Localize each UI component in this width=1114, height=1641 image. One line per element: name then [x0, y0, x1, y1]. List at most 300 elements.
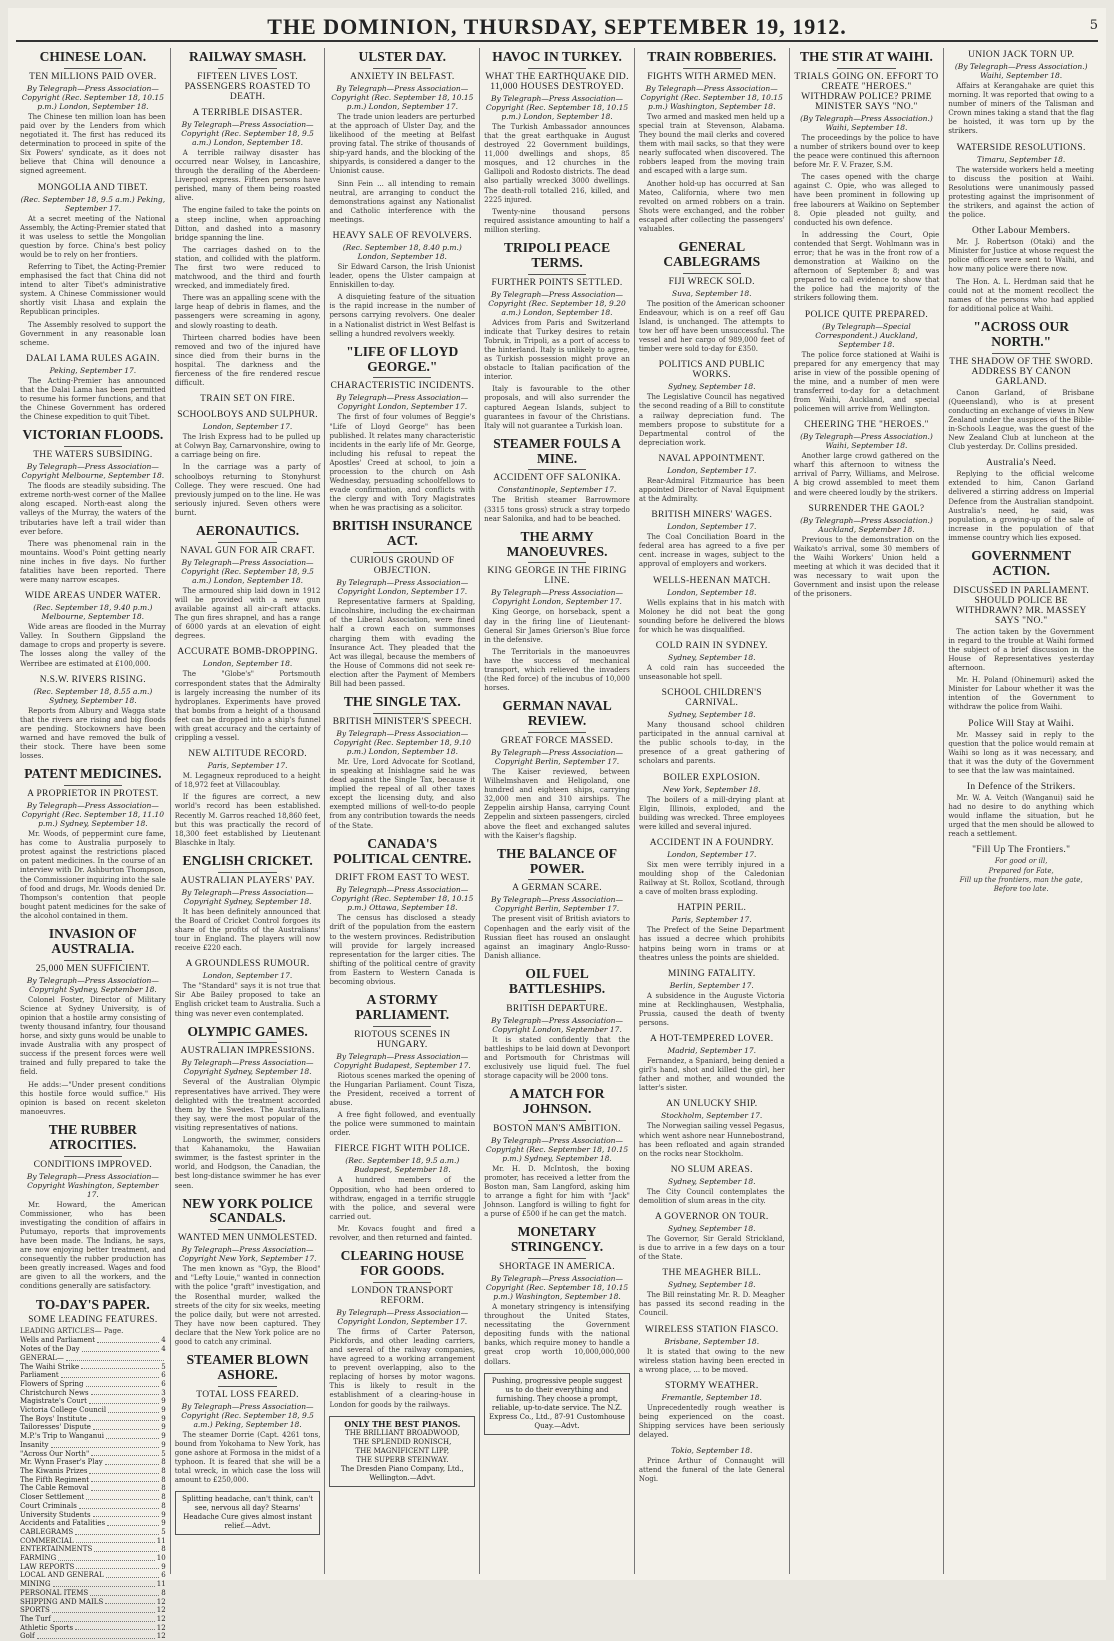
- subheadline: A GOVERNOR ON TOUR.: [639, 1212, 785, 1222]
- article-body: [794, 134, 940, 304]
- dateline: By Telegraph—Press Association—Copyright (Rec. September 18, 9.5 a.m.) Peking, September 18.: [175, 1402, 321, 1429]
- dateline: Sydney, September 18.: [639, 1224, 785, 1233]
- paragraph: The Bill reinstating Mr. R. D. Meagher has passed its second reading in the Council.: [639, 1291, 785, 1318]
- article-body: [484, 1165, 630, 1220]
- subheadline: FIJI WRECK SOLD.: [639, 277, 785, 287]
- contents-item-label: Accidents and Fatalities: [20, 1519, 105, 1528]
- dateline: By Telegraph—Press Association—Copyright (Rec. September 18, 10.15 p.m.) London, September 18.: [484, 94, 630, 121]
- subheadline: In Defence of the Strikers.: [948, 782, 1094, 792]
- subheadline: FIFTEEN LIVES LOST. PASSENGERS ROASTED TO DEATH.: [175, 72, 321, 102]
- contents-item: [20, 1554, 166, 1563]
- article: [20, 50, 166, 177]
- article-body: [639, 861, 785, 897]
- paragraph: The proceedings by the police to have a number of strikers bound over to keep the peace were continued this afternoon before Mr. F. V. Frazer, S.M.: [794, 134, 940, 170]
- contents-item: [20, 1336, 166, 1345]
- article: [484, 847, 630, 961]
- contents-item-label: ENTERTAINMENTS: [20, 1545, 92, 1554]
- dateline: (Rec. September 18, 9.5 a.m.) Peking, September 17.: [20, 195, 166, 213]
- paragraph: Prince Arthur of Connaught will attend the funeral of the late General Nogi.: [639, 1457, 785, 1484]
- poem-line: Before too late.: [948, 885, 1094, 894]
- article: [639, 969, 785, 1028]
- subheadline: BRITISH DEPARTURE.: [484, 1004, 630, 1014]
- article-body: [639, 992, 785, 1028]
- subheadline: FURTHER POINTS SETTLED.: [484, 278, 630, 288]
- paragraph: Italy is favourable to the other proposals, and will also surrender the captured Aegean Islands, subject to guarantees in favour of the Christians. Italy will not guarantee a Turkish loan.: [484, 385, 630, 430]
- dateline: By Telegraph—Press Association—Copyright London, September 17.: [329, 1308, 475, 1326]
- headline: OIL FUEL BATTLESHIPS.: [484, 967, 630, 997]
- dateline: Stockholm, September 17.: [639, 1111, 785, 1120]
- article: [329, 1144, 475, 1243]
- contents-item: [20, 1371, 166, 1380]
- contents-item-label: LAW REPORTS: [20, 1563, 74, 1572]
- headline: ULSTER DAY.: [329, 50, 475, 65]
- dateline: (By Telegraph—Press Association.) Waihi, September 18.: [794, 114, 940, 132]
- dateline: By Telegraph—Press Association—Copyright Sydney, September 18.: [175, 888, 321, 906]
- paragraph: Colonel Foster, Director of Military Science at Sydney University, is of opinion that a hostile army consisting of twenty thousand infantry, four thousand horse, and sixty guns would be unable to invade Australia with any prospect of success if the present forces were well trained and fully prepared to take the field.: [20, 996, 166, 1078]
- contents-item-label: SPORTS: [20, 1606, 50, 1615]
- article: [948, 50, 1094, 137]
- column-5: [635, 48, 790, 1574]
- paragraph: The Acting-Premier has announced that the Dalai Lama has been permitted to resume his former functions, and that the Chinese Government has ordered the Chinese expedition to quit Tibet.: [20, 377, 166, 422]
- paragraph: The Territorials in the manoeuvres have the success of mechanical transport, which relieved the invaders (the Red force) of the incubus of 10,000 horses.: [484, 648, 630, 693]
- subheadline: A GERMAN SCARE.: [484, 883, 630, 893]
- headline: OLYMPIC GAMES.: [175, 1025, 321, 1040]
- paragraph: It is stated that owing to the new wireless station having been erected in a wrong place, ... to be moved.: [639, 1348, 785, 1375]
- leader-dots: [106, 1571, 160, 1578]
- article: [20, 675, 166, 762]
- poem-line: Fill up the frontiers, man the gate,: [948, 876, 1094, 885]
- divider: [218, 1042, 276, 1043]
- article: [484, 530, 630, 694]
- headline: CLEARING HOUSE FOR GOODS.: [329, 1249, 475, 1279]
- paragraph: There was an appalling scene with the large heap of debris in flames, and the passengers were screaming in agony, and slowly roasting to death.: [175, 294, 321, 330]
- contents-item: [20, 1450, 166, 1459]
- subheadline: NAVAL GUN FOR AIR CRAFT.: [175, 546, 321, 556]
- article-body: [329, 758, 475, 831]
- article-body: [484, 496, 630, 523]
- paragraph: Mr. J. Robertson (Otaki) and the Minister for Justice at whose request the police officers were sent to Waihi, and how many police were there now.: [948, 238, 1094, 274]
- article-body: [639, 1188, 785, 1206]
- contents-item: [20, 1458, 166, 1467]
- dateline: By Telegraph—Press Association—Copyright (Rec. September 18, 10.15 p.m.) Sydney, September 18.: [484, 1136, 630, 1163]
- contents-item: [20, 1441, 166, 1450]
- article-body: [639, 1235, 785, 1262]
- article: [639, 454, 785, 504]
- contents-item-page: 5: [161, 1528, 165, 1537]
- paragraph: King George, on horseback, spent a day in the firing line of Lieutenant-General Sir James Grierson's Blue force in the defensive.: [484, 608, 630, 644]
- subheadline: TOTAL LOSS FEARED.: [175, 1390, 321, 1400]
- article-body: [484, 608, 630, 693]
- subheadline: A TERRIBLE DISASTER.: [175, 108, 321, 118]
- paragraph: Mr. Kovacs fought and fired a revolver, and then returned and fainted.: [329, 1225, 475, 1243]
- article-body: [948, 470, 1094, 543]
- contents-item-page: 4: [161, 1345, 165, 1354]
- subheadline: Other Labour Members.: [948, 226, 1094, 236]
- paragraph: Another hold-up has occurred at San Mateo, California, where two men revolted on armed robbers on a train. Shots were exchanged, and the robber escaped after collecting the passengers' valuables.: [639, 180, 785, 235]
- article: [175, 854, 321, 953]
- divider: [218, 542, 276, 543]
- dateline: Madrid, September 17.: [639, 1046, 785, 1055]
- paragraph: It has been definitely announced that the Board of Cricket Control forgoes its share of the profits of the Australians' tour in England. The players will now receive £220 each.: [175, 908, 321, 953]
- contents-item-page: 9: [161, 1519, 165, 1528]
- dateline: By Telegraph—Press Association—Copyright New York, September 17.: [175, 1245, 321, 1263]
- paragraph: Wide areas are flooded in the Murray Valley. In Southern Gippsland the damage to crops and property is severe. The losses along the valley of the Werribee are estimated at £100,000.: [20, 623, 166, 668]
- contents-item: [20, 1606, 166, 1615]
- contents-item-label: FARMING: [20, 1554, 56, 1563]
- contents-item-page: 12: [157, 1598, 166, 1607]
- subheadline: CONDITIONS IMPROVED.: [20, 1160, 166, 1170]
- article: [639, 240, 785, 354]
- leader-dots: [90, 1589, 159, 1596]
- column-1: [16, 48, 171, 1574]
- headline: CANADA'S POLITICAL CENTRE.: [329, 837, 475, 867]
- column-3: [325, 48, 480, 1574]
- leader-dots: [58, 1554, 155, 1561]
- subheadline: TRAIN SET ON FIRE.: [175, 394, 321, 404]
- advertisement: [329, 1416, 475, 1487]
- leader-dots: [106, 1432, 159, 1439]
- divider: [373, 713, 431, 714]
- divider: [373, 552, 431, 553]
- divider: [64, 785, 122, 786]
- contents-item-page: 10: [157, 1554, 166, 1563]
- article: [175, 50, 321, 102]
- divider: [528, 68, 586, 69]
- poem-line: Prepared for Fate,: [948, 867, 1094, 876]
- dateline: Fremantle, September 18.: [639, 1393, 785, 1402]
- contents-item-page: 12: [157, 1624, 166, 1633]
- paragraph: Advices from Paris and Switzerland indicate that Turkey desires to retain Tobruk, in Tripoli, as a port of access to the hinterland. Italy is unlikely to agree, as Turkish possession might prove an obstacle to Italian pacification of the interior.: [484, 319, 630, 383]
- dateline: Berlin, September 17.: [639, 981, 785, 990]
- contents-item: [20, 1432, 166, 1441]
- divider: [528, 1000, 586, 1001]
- article: [20, 767, 166, 921]
- article: [484, 241, 630, 431]
- headline: STEAMER BLOWN ASHORE.: [175, 1353, 321, 1383]
- subheadline: BRITISH MINISTER'S SPEECH.: [329, 717, 475, 727]
- leader-dots: [93, 1511, 160, 1518]
- article: [20, 591, 166, 668]
- article: [794, 420, 940, 497]
- contents-item: [20, 1563, 166, 1572]
- dateline: Tokio, September 18.: [639, 1446, 785, 1455]
- advertisement: [175, 1491, 321, 1535]
- article: [948, 458, 1094, 543]
- article: [329, 231, 475, 339]
- article: [948, 782, 1094, 839]
- paragraph: Reports from Albury and Wagga state that the rivers are rising and big floods are pending. Stockowners have been warned and have removed the bulk of their stock. There have been some losses.: [20, 707, 166, 762]
- subheadline: WELLS-HEENAN MATCH.: [639, 576, 785, 586]
- article: [948, 549, 1094, 713]
- article-body: [639, 1404, 785, 1440]
- article: [639, 1099, 785, 1158]
- dateline: By Telegraph—Press Association—Copyright (Rec. September 18, 9.5 a.m.) London, September 18.: [175, 120, 321, 147]
- leader-dots: [51, 1441, 160, 1448]
- contents-item: [20, 1397, 166, 1406]
- paragraph: The Legislative Council has negatived the second reading of a Bill to constitute a railway depreciation fund. The members propose to substitute for a Departmental control of the depreciation work.: [639, 393, 785, 448]
- article: [329, 1249, 475, 1410]
- contents-item-label: PERSONAL ITEMS: [20, 1589, 88, 1598]
- paragraph: The City Council contemplates the demolition of slum areas in the city.: [639, 1188, 785, 1206]
- paragraph: Mr. Massey said in reply to the question that the police would remain at Waihi so long as it was necessary, and that it was the duty of the Government to see that the law was maintained.: [948, 731, 1094, 776]
- subheadline: Police Will Stay at Waihi.: [948, 719, 1094, 729]
- article-body: [20, 113, 166, 177]
- article-body: [639, 1057, 785, 1093]
- poem: [948, 845, 1094, 893]
- leader-dots: [53, 1580, 155, 1587]
- article-body: [639, 926, 785, 962]
- contents-item: [20, 1519, 166, 1528]
- contents-item-label: Magistrate's Court: [20, 1397, 87, 1406]
- article-body: [20, 707, 166, 762]
- contents-item: [20, 1493, 166, 1502]
- paragraph: The engine failed to take the points on a steep incline, when approaching Ditton, and dashed into a masonry bridge spanning the line.: [175, 206, 321, 242]
- dateline: By Telegraph—Press Association—Copyright (Rec. September 18, 10.15 p.m.) London, September 18.: [20, 84, 166, 111]
- contents-item-page: 8: [161, 1589, 165, 1598]
- subheadline: CHEERING THE "HEROES.": [794, 420, 940, 430]
- subheadline: NAVAL APPOINTMENT.: [639, 454, 785, 464]
- contents-item-page: 9: [161, 1406, 165, 1415]
- paragraph: Previous to the demonstration on the Waikato's arrival, some 30 members of the Waihi Workers' Union held a meeting at which it was decided that it was necessary to wait upon the Government and insist upon the release of the prisoners.: [794, 536, 940, 600]
- contents-item-label: The Cable Removal: [20, 1484, 89, 1493]
- contents-item: [20, 1389, 166, 1398]
- contents-item-page: 12: [157, 1632, 166, 1641]
- article: [20, 354, 166, 422]
- contents-item-label: Tailoresses' Dispute: [20, 1423, 91, 1432]
- leader-dots: [76, 1563, 159, 1570]
- article: [948, 143, 1094, 221]
- headline: A STORMY PARLIAMENT.: [329, 993, 475, 1023]
- subheadline: AUSTRALIAN IMPRESSIONS.: [175, 1046, 321, 1056]
- subheadline: WANTED MEN UNMOLESTED.: [175, 1233, 321, 1243]
- dateline: (Rec. September 18, 9.40 p.m.) Melbourne, September 18.: [20, 603, 166, 621]
- headline: AERONAUTICS.: [175, 524, 321, 539]
- article-body: [639, 300, 785, 355]
- article: [948, 320, 1094, 452]
- column-4: [480, 48, 635, 1574]
- table-of-contents: [20, 1298, 166, 1641]
- dateline: By Telegraph—Press Association—Copyright Berlin, September 17.: [484, 895, 630, 913]
- contents-item-page: 3: [161, 1389, 165, 1398]
- article-body: [484, 915, 630, 960]
- advertisement-line: THE SPLENDID RONISCH,: [333, 1438, 471, 1447]
- subheadline: THE MEAGHER BILL.: [639, 1268, 785, 1278]
- dateline: Suva, September 18.: [639, 289, 785, 298]
- subheadline: LONDON TRANSPORT REFORM.: [329, 1286, 475, 1306]
- article-body: [639, 1348, 785, 1375]
- contents-item-label: Notes of the Day: [20, 1345, 80, 1354]
- contents-item-page: 12: [157, 1615, 166, 1624]
- article: [329, 345, 475, 514]
- article-body: [175, 982, 321, 1018]
- subheadline: BOSTON MAN'S AMBITION.: [484, 1124, 630, 1134]
- article-body: [175, 908, 321, 953]
- leader-dots: [52, 1606, 155, 1613]
- contents-item: [20, 1537, 166, 1546]
- paragraph: Mr. Ure, Lord Advocate for Scotland, in speaking at Inishlagne said he was dead against the Single Tax, because it implied the repeal of all other taxes except the licensing duty, and also exempted millions of well-to-do people from any contribution towards the needs of the State.: [329, 758, 475, 831]
- dateline: Paris, September 17.: [639, 915, 785, 924]
- subheadline: DALAI LAMA RULES AGAIN.: [20, 354, 166, 364]
- dateline: London, September 17.: [639, 522, 785, 531]
- article: [484, 699, 630, 840]
- dateline: By Telegraph—Press Association—Copyright London, September 17.: [329, 393, 475, 411]
- dateline: By Telegraph—Press Association—Copyright (Rec. September 18, 11.10 p.m.) Sydney, September 18.: [20, 801, 166, 828]
- article: [484, 1225, 630, 1366]
- article: [175, 524, 321, 641]
- column-7: [944, 48, 1098, 1574]
- paragraph: The firms of Carter Paterson, Pickfords, and other leading carriers, and several of the railway companies, have agreed to a working arrangement to prevent overlapping, also to the replacing of horses by motor wagons. This is likely to result in the establishment of a clearing-house in London for goods by the railways.: [329, 1328, 475, 1410]
- article-body: [175, 433, 321, 518]
- subheadline: AN UNLUCKY SHIP.: [639, 1099, 785, 1109]
- article-body: [20, 377, 166, 422]
- contents-item-page: 12: [157, 1606, 166, 1615]
- dateline: London, September 17.: [175, 422, 321, 431]
- dateline: Paris, September 17.: [175, 761, 321, 770]
- divider: [218, 68, 276, 69]
- divider: [64, 446, 122, 447]
- leader-dots: [86, 1380, 160, 1387]
- paragraph: A cold rain has succeeded the unseasonable hot spell.: [639, 664, 785, 682]
- dateline: By Telegraph—Press Association—Copyright Washington, September 17.: [20, 1172, 166, 1199]
- article-body: [20, 482, 166, 585]
- subheadline: HATPIN PERIL.: [639, 903, 785, 913]
- divider: [373, 1282, 431, 1283]
- subheadline: CURIOUS GROUND OF OBJECTION.: [329, 556, 475, 576]
- article: [484, 50, 630, 235]
- subheadline: STORMY WEATHER.: [639, 1381, 785, 1391]
- article-body: [639, 664, 785, 682]
- article: [639, 903, 785, 962]
- article: [20, 927, 166, 1117]
- subheadline: WIDE AREAS UNDER WATER.: [20, 591, 166, 601]
- dateline: Constantinople, September 17.: [484, 485, 630, 494]
- contents-item-label: Golf: [20, 1632, 35, 1641]
- headline: NEW YORK POLICE SCANDALS.: [175, 1197, 321, 1227]
- subheadline: A HOT-TEMPERED LOVER.: [639, 1034, 785, 1044]
- leader-dots: [91, 1476, 159, 1483]
- masthead-title: THE DOMINION, THURSDAY, SEPTEMBER 19, 1912.: [16, 14, 1098, 40]
- paragraph: The police force stationed at Waihi is prepared for any emergency that may arise in view of the possible opening of the mine, and a number of men were transferred to-day for a detachment from Waihi, Auckland, and special policemen will arrive from Wellington.: [794, 351, 940, 415]
- subheadline: ANXIETY IN BELFAST.: [329, 72, 475, 82]
- dateline: (Rec. September 18, 9.5 a.m.) Budapest, September 18.: [329, 1156, 475, 1174]
- subheadline: A GROUNDLESS RUMOUR.: [175, 959, 321, 969]
- paragraph: The trade union leaders are perturbed at the approach of Ulster Day, and the likelihood of the meeting at Belfast proving fatal. The strike of thousands of ship-yard hands, and the blocking of the shipyards, is considered a danger to the Unionist cause.: [329, 113, 475, 177]
- paragraph: A free fight followed, and eventually the police were summoned to maintain order.: [329, 1111, 475, 1138]
- paragraph: The present visit of British aviators to Copenhagen and the early visit of the Russian fleet has roused an onslaught against an imaginary Anglo-Russo-Danish alliance.: [484, 915, 630, 960]
- paragraph: At a secret meeting of the National Assembly, the Acting-Premier stated that it was useless to settle the Mongolian question by force. China's best policy would be to rely on her frontiers.: [20, 215, 166, 260]
- article-body: [329, 113, 475, 225]
- contents-item-label: Wells and Parliament: [20, 1336, 95, 1345]
- contents-item: [20, 1484, 166, 1493]
- paragraph: The boilers of a mill-drying plant at Elgin, Illinois, exploded, and the building was wrecked. Three employees were killed and several injured.: [639, 796, 785, 832]
- headline: THE SINGLE TAX.: [329, 695, 475, 710]
- dateline: By Telegraph—Press Association—Copyright London, September 17.: [329, 578, 475, 596]
- paragraph: The Prefect of the Seine Department has issued a decree which prohibits hatpins being worn in trams or at theatres unless the points are shielded.: [639, 926, 785, 962]
- article-body: [948, 82, 1094, 137]
- dateline: (Rec. September 18, 8.55 a.m.) Sydney, September 18.: [20, 687, 166, 705]
- contents-item-label: LOCAL AND GENERAL: [20, 1571, 104, 1580]
- contents-item-label: University Students: [20, 1511, 91, 1520]
- subheadline: WATERSIDE RESOLUTIONS.: [948, 143, 1094, 153]
- column-6: [790, 48, 945, 1574]
- subheadline: GREAT FORCE MASSED.: [484, 736, 630, 746]
- paragraph: Longworth, the swimmer, considers that Kahanamoku, the Hawaiian swimmer, is the fastest sprinter in the world, and Hodgson, the Canadian, the best long-distance swimmer he has ever seen.: [175, 1136, 321, 1191]
- leader-dots: [89, 1415, 159, 1422]
- contents-item: [20, 1615, 166, 1624]
- contents-item-label: CABLEGRAMS: [20, 1528, 73, 1537]
- paragraph: The cases opened with the charge against C. Opie, who was alleged to have been prominent in following up free labourers at Waikino on September 8. Opie pleaded not guilty, and conducted his own defence.: [794, 173, 940, 228]
- leader-dots: [94, 1545, 159, 1552]
- subheadline: FIGHTS WITH ARMED MEN.: [639, 72, 785, 82]
- article: [484, 1087, 630, 1219]
- contents-item-label: Flowers of Spring: [20, 1380, 84, 1389]
- subheadline: ACCIDENT IN A FOUNDRY.: [639, 838, 785, 848]
- headline: A MATCH FOR JOHNSON.: [484, 1087, 630, 1117]
- contents-item-page: 9: [161, 1423, 165, 1432]
- paragraph: Canon Garland, of Brisbane (Queensland), who is at present conducting an exchange of views in New Zealand under the auspices of the Bible-in-Schools League, was the guest of the New Zealand Club at luncheon at the Club yesterday. Dr. Collins presided.: [948, 389, 1094, 453]
- paragraph: A subsidence in the Auguste Victoria mine at Recklinghausen, Westphalia, Prussia, caused the death of twenty persons.: [639, 992, 785, 1028]
- paragraph: The Norwegian sailing vessel Pegasus, which went ashore near Hunnebostrand, has been refloated and again stranded on the rocks near Stockholm.: [639, 1122, 785, 1158]
- advertisement-line: THE SUPERB STEINWAY.: [333, 1456, 471, 1465]
- paragraph: In addressing the Court, Opie contended that Sergt. Wohlmann was in error; that he was in the front row of a demonstration at Waikino on the afternoon of September 8; and was prepared to call evidence to show that the police had the majority of the strikers following them.: [794, 231, 940, 304]
- contents-item: [20, 1423, 166, 1432]
- contents-item: [20, 1363, 166, 1372]
- dateline: Sydney, September 18.: [639, 1280, 785, 1289]
- contents-item-page: 8: [161, 1545, 165, 1554]
- contents-item-page: 6: [161, 1371, 165, 1380]
- article: [484, 967, 630, 1081]
- divider: [528, 1258, 586, 1259]
- headline: THE RUBBER ATROCITIES.: [20, 1123, 166, 1153]
- subheadline: SHORTAGE IN AMERICA.: [484, 1262, 630, 1272]
- article: [639, 1325, 785, 1375]
- divider: [64, 960, 122, 961]
- contents-subtitle: SOME LEADING FEATURES.: [20, 1315, 166, 1325]
- contents-item-page: 8: [161, 1484, 165, 1493]
- article-body: [175, 1265, 321, 1347]
- contents-item-label: Athletic Sports: [20, 1624, 73, 1633]
- subheadline: ACCIDENT OFF SALONIKA.: [484, 473, 630, 483]
- headline: TRAIN ROBBERIES.: [639, 50, 785, 65]
- contents-item-label: Closer Settlement: [20, 1493, 84, 1502]
- contents-item: [20, 1415, 166, 1424]
- advertisement-line: THE BRILLIANT BROADWOOD,: [333, 1429, 471, 1438]
- divider: [528, 274, 586, 275]
- paragraph: Representative farmers at Spalding, Lincolnshire, including the ex-chairman of the Liberal Association, were fined half a crown each on summonses charging them with evading the Insurance Act. They pleaded that the Act was illegal, because the members of the House of Commons did not seek re-election after the Payment of Members Bill had been passed.: [329, 598, 475, 689]
- article-body: [20, 1201, 166, 1292]
- subheadline: BRITISH MINERS' WAGES.: [639, 510, 785, 520]
- article: [175, 1025, 321, 1191]
- dateline: By Telegraph—Press Association—Copyright Budapest, September 17.: [329, 1052, 475, 1070]
- paragraph: Mr. H. Poland (Ohinemuri) asked the Minister for Labour whether it was the intention of the Government to withdraw the police from Waihi.: [948, 676, 1094, 712]
- contents-item-page: 5: [161, 1450, 165, 1459]
- paragraph: Twenty-nine thousand persons required assistance amounting to half a million sterling.: [484, 208, 630, 235]
- article: [794, 310, 940, 415]
- leader-dots: [81, 1363, 159, 1370]
- dateline: Brisbane, September 18.: [639, 1337, 785, 1346]
- article-body: [948, 238, 1094, 314]
- headline: PATENT MEDICINES.: [20, 767, 166, 782]
- article: [639, 1212, 785, 1262]
- article-body: [639, 1457, 785, 1484]
- article-body: [484, 123, 630, 235]
- subheadline: THE WATERS SUBSIDING.: [20, 450, 166, 460]
- paragraph: The steamer Dorrie (Capt. 4261 tons, bound from Yokohama to New York, has gone ashore at Formosa in the midst of a typhoon. It is feared that she will be a total wreck, in which case the loss will amount to £250,000.: [175, 1431, 321, 1486]
- divider: [528, 469, 586, 470]
- contents-item-page: 6: [161, 1380, 165, 1389]
- article: [329, 695, 475, 831]
- contents-item: [20, 1502, 166, 1511]
